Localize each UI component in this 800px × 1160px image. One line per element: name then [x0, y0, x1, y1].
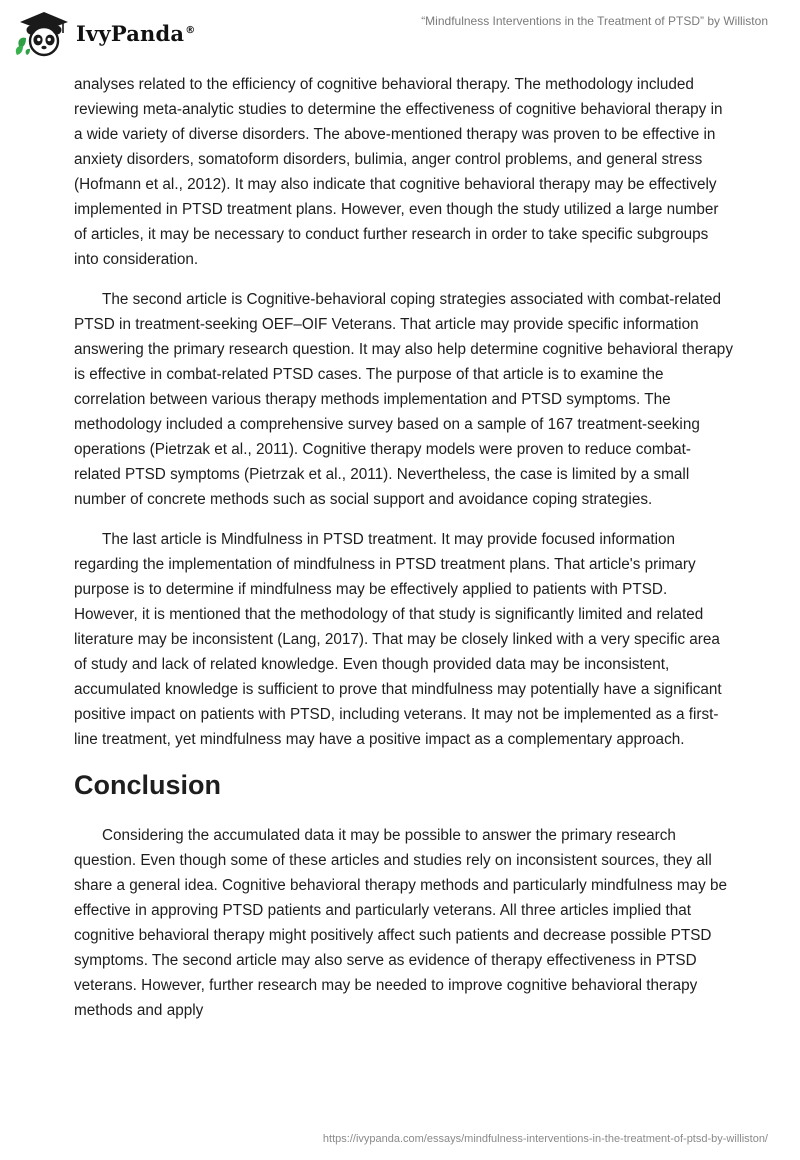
ivypanda-logo[interactable] [14, 8, 195, 58]
body-paragraph-1: analyses related to the efficiency of cognitive behavioral therapy. The methodology included reviewing meta-analytic studies to determine the effectiveness of cognitive behavioral therapy in a wide variety of diverse disorders. The above-mentioned therapy was proven to be effective in anxiety disorders, somatoform disorders, bulimia, anger control problems, and general stress (Hofmann et al., 2012). It may also indicate that cognitive behavioral therapy may be effectively implemented in PTSD treatment plans. However, even though the study utilized a large number of articles, it may be necessary to conduct further research in order to take specific subgroups into consideration. [74, 76, 723, 268]
panda-graduate-icon [14, 8, 72, 58]
conclusion-heading: Conclusion [74, 770, 221, 800]
body-paragraph-2: The second article is Cognitive-behavioral coping strategies associated with combat-related PTSD in treatment-seeking OEF–OIF Veterans. That article may provide specific information answering the primary research question. It may also help determine cognitive behavioral therapy is effective in combat-related PTSD cases. The purpose of that article is to examine the correlation between various therapy methods implementation and PTSD symptoms. The methodology included a comprehensive survey based on a sample of 167 treatment-seeking operations (Pietrzak et al., 2011). Cognitive therapy models were proven to reduce combat-related PTSD symptoms (Pietrzak et al., 2011). Nevertheless, the case is limited by a small number of concrete methods such as social support and avoidance coping strategies. [74, 291, 733, 508]
brand-name-text: IvyPanda [76, 20, 185, 46]
brand-name [76, 21, 195, 46]
page-header [0, 0, 800, 66]
conclusion-paragraph: Considering the accumulated data it may be possible to answer the primary research question. Even though some of these articles and studies rely on inconsistent sources, they all share a general idea. Cognitive behavioral therapy methods and particularly mindfulness may be effective in approving PTSD patients and particularly veterans. All three articles implied that cognitive behavioral therapy might positively affect such patients and decrease possible PTSD symptoms. The second article may also serve as evidence of therapy effectiveness in PTSD veterans. However, further research may be needed to improve cognitive behavioral therapy methods and apply [74, 827, 728, 1019]
source-url[interactable]: https://ivypanda.com/essays/mindfulness-interventions-in-the-treatment-of-ptsd-by-williston/ [322, 1133, 768, 1145]
body-paragraph-3: The last article is Mindfulness in PTSD treatment. It may provide focused information regarding the implementation of mindfulness in PTSD treatment plans. That article's primary purpose is to determine if mindfulness may be effectively applied to patients with PTSD. However, it is mentioned that the methodology of that study is significantly limited and related literature may be inconsistent (Lang, 2017). That may be closely linked with a very specific area of study and lack of related knowledge. Even though provided data may be inconsistent, accumulated knowledge is sufficient to prove that mindfulness may potentially have a significant positive impact on patients with PTSD, including veterans. It may not be implemented as a first-line treatment, yet mindfulness may have a positive impact as a complementary approach. [74, 531, 722, 748]
document-title: “Mindfulness Interventions in the Treatment of PTSD” by Williston [421, 14, 768, 28]
registered-mark: ® [185, 24, 196, 36]
essay-body [74, 72, 734, 1038]
